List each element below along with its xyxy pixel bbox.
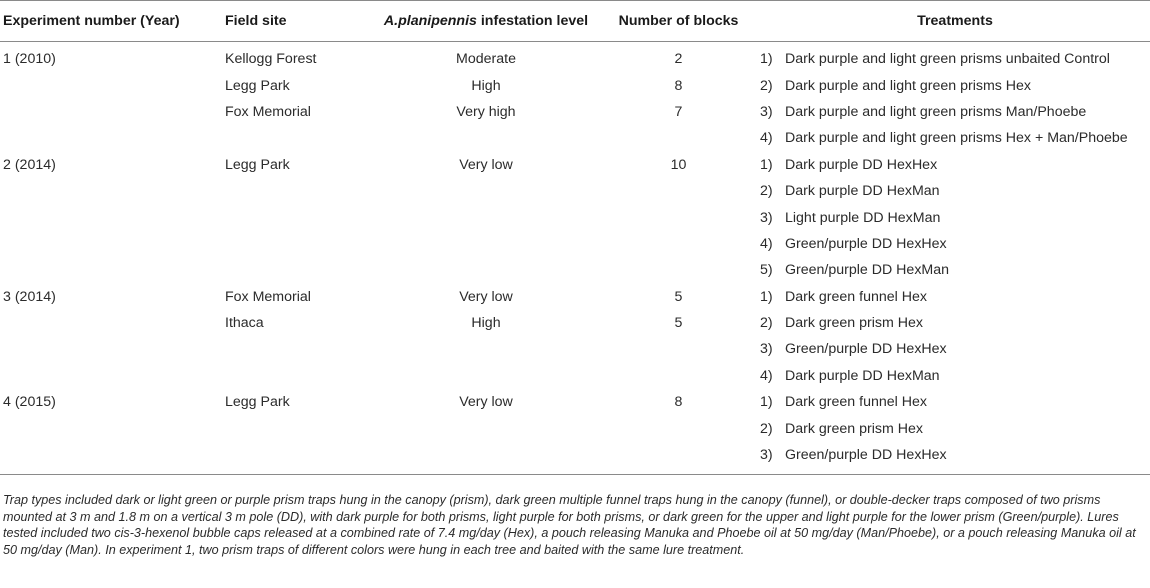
cell-experiment: 4 (2015) [3, 394, 56, 411]
treatment-number: 4) [760, 235, 773, 252]
table-row [0, 125, 1150, 151]
treatment-number: 4) [760, 130, 773, 147]
cell-infestation-level: Very high [456, 103, 516, 120]
cell-experiment [0, 442, 225, 475]
cell-experiment [0, 415, 225, 441]
cell-experiment [0, 310, 225, 336]
cell-experiment [0, 125, 225, 151]
cell-experiment [0, 204, 225, 230]
table-row [0, 152, 1150, 178]
header-number-of-blocks: Number of blocks [597, 1, 760, 42]
cell-infestation-level [375, 442, 597, 475]
treatment-number: 1) [760, 394, 773, 411]
table-row [0, 204, 1150, 230]
treatment-number: 5) [760, 262, 773, 279]
treatment-text: Dark purple DD HexHex [785, 156, 938, 173]
header-infestation-level [375, 1, 597, 42]
header-row [0, 1, 1150, 42]
cell-field-site [225, 125, 375, 151]
treatment-text: Dark green prism Hex [785, 420, 923, 437]
cell-infestation-level: Very low [459, 288, 513, 305]
treatment-number: 1) [760, 156, 773, 173]
cell-experiment [0, 257, 225, 283]
cell-number-of-blocks [597, 204, 760, 230]
species-name: A.planipennis [383, 13, 477, 29]
cell-treatment [760, 415, 1150, 441]
table-row [0, 415, 1150, 441]
cell-experiment: 2 (2014) [3, 156, 56, 173]
header-treatments: Treatments [760, 1, 1150, 42]
cell-number-of-blocks: 8 [674, 394, 683, 411]
treatment-number: 3) [760, 209, 773, 226]
cell-infestation-level [375, 178, 597, 204]
cell-field-site [225, 336, 375, 362]
cell-number-of-blocks: 5 [674, 315, 683, 332]
treatment-text: Dark green funnel Hex [785, 394, 927, 411]
cell-experiment [0, 363, 225, 389]
cell-infestation-level [375, 336, 597, 362]
cell-treatment [760, 42, 1150, 73]
cell-field-site [225, 442, 375, 475]
header-experiment-number: Experiment number (Year) [0, 1, 225, 42]
treatment-number: 3) [760, 103, 773, 120]
treatment-number: 3) [760, 341, 773, 358]
cell-field-site [225, 415, 375, 441]
table-row [0, 336, 1150, 362]
cell-number-of-blocks [597, 125, 760, 151]
treatment-number: 3) [760, 447, 773, 464]
table-row [0, 42, 1150, 73]
infestation-label: infestation level [476, 13, 589, 29]
treatment-text: Dark green funnel Hex [785, 288, 927, 305]
table-row [0, 72, 1150, 98]
table-row [0, 231, 1150, 257]
cell-field-site: Kellogg Forest [225, 51, 317, 68]
cell-field-site: Legg Park [225, 156, 290, 173]
cell-experiment [0, 99, 225, 125]
table-row [0, 284, 1150, 310]
treatment-text: Dark purple and light green prisms unbaited Control [785, 51, 1110, 68]
treatment-number: 1) [760, 288, 773, 305]
cell-infestation-level [375, 363, 597, 389]
cell-treatment [760, 310, 1150, 336]
cell-number-of-blocks: 10 [670, 156, 687, 173]
cell-treatment [760, 336, 1150, 362]
cell-number-of-blocks: 8 [674, 77, 683, 94]
cell-number-of-blocks [597, 231, 760, 257]
cell-treatment [760, 125, 1150, 151]
cell-number-of-blocks [597, 442, 760, 475]
treatment-text: Green/purple DD HexHex [785, 447, 947, 464]
cell-infestation-level: Moderate [456, 51, 516, 68]
cell-experiment [0, 231, 225, 257]
treatment-text: Dark purple DD HexMan [785, 367, 940, 384]
cell-treatment [760, 99, 1150, 125]
cell-experiment: 3 (2014) [3, 288, 56, 305]
cell-treatment [760, 231, 1150, 257]
cell-treatment [760, 284, 1150, 310]
cell-field-site: Ithaca [225, 315, 264, 332]
treatment-text: Dark purple and light green prisms Hex [785, 77, 1032, 94]
treatment-number: 2) [760, 183, 773, 200]
header-field-site: Field site [225, 1, 375, 42]
cell-treatment [760, 442, 1150, 475]
cell-treatment [760, 152, 1150, 178]
cell-infestation-level [375, 257, 597, 283]
cell-infestation-level [375, 204, 597, 230]
table-row [0, 389, 1150, 415]
cell-treatment [760, 204, 1150, 230]
cell-number-of-blocks: 5 [674, 288, 683, 305]
treatment-text: Green/purple DD HexHex [785, 341, 947, 358]
treatment-number: 2) [760, 77, 773, 94]
table-row [0, 257, 1150, 283]
treatment-text: Light purple DD HexMan [785, 209, 941, 226]
table-row [0, 310, 1150, 336]
treatment-number: 1) [760, 51, 773, 68]
treatment-number: 4) [760, 367, 773, 384]
cell-field-site [225, 257, 375, 283]
table-body [0, 42, 1150, 475]
cell-treatment [760, 178, 1150, 204]
cell-infestation-level: High [471, 315, 501, 332]
cell-field-site [225, 204, 375, 230]
cell-field-site [225, 231, 375, 257]
table-footnote: Trap types included dark or light green or purple prism traps hung in the canopy (prism), dark green multiple funnel traps hung in the canopy (funnel), or double-decker traps composed of two prisms mounted at 3 m and 1.8 m on a vertical 3 m pole (DD), with dark purple for both prisms, light purple for both prisms, or dark green for the upper and light purple for the lower prism (Green/purple). Lures tested included two cis-3-hexenol bubble caps released at a combined rate of 7.4 mg/day (Hex), a pouch releasing Manuka and Phoebe oil at 50 mg/day (Man/Phoebe), or a pouch releasing Manuka oil at 50 mg/day (Man). In experiment 1, two prism traps of different colors were hung in each tree and baited with the same lure treatment. [3, 493, 1136, 557]
cell-number-of-blocks [597, 415, 760, 441]
treatment-text: Green/purple DD HexHex [785, 235, 947, 252]
cell-experiment: 1 (2010) [3, 51, 56, 68]
treatment-text: Dark green prism Hex [785, 315, 923, 332]
cell-experiment [0, 178, 225, 204]
cell-field-site: Legg Park [225, 77, 290, 94]
treatment-text: Green/purple DD HexMan [785, 262, 950, 279]
table-row [0, 363, 1150, 389]
table-row [0, 99, 1150, 125]
cell-infestation-level: Very low [459, 156, 513, 173]
cell-infestation-level: Very low [459, 394, 513, 411]
cell-number-of-blocks [597, 363, 760, 389]
treatment-text: Dark purple and light green prisms Hex + Man/Phoebe [785, 130, 1128, 147]
table-row [0, 442, 1150, 475]
cell-field-site: Fox Memorial [225, 288, 311, 305]
cell-experiment [0, 72, 225, 98]
cell-field-site [225, 363, 375, 389]
cell-treatment [760, 72, 1150, 98]
cell-number-of-blocks: 7 [674, 103, 683, 120]
cell-field-site: Legg Park [225, 394, 290, 411]
cell-infestation-level [375, 125, 597, 151]
cell-infestation-level [375, 231, 597, 257]
cell-field-site: Fox Memorial [225, 103, 311, 120]
table-row [0, 178, 1150, 204]
cell-number-of-blocks [597, 257, 760, 283]
treatment-text: Dark purple and light green prisms Man/Phoebe [785, 103, 1087, 120]
treatment-text: Dark purple DD HexMan [785, 183, 940, 200]
cell-number-of-blocks: 2 [674, 51, 683, 68]
cell-infestation-level: High [471, 77, 501, 94]
cell-treatment [760, 389, 1150, 415]
cell-field-site [225, 178, 375, 204]
cell-treatment [760, 363, 1150, 389]
treatment-number: 2) [760, 420, 773, 437]
cell-number-of-blocks [597, 178, 760, 204]
cell-infestation-level [375, 415, 597, 441]
cell-number-of-blocks [597, 336, 760, 362]
cell-experiment [0, 336, 225, 362]
cell-treatment [760, 257, 1150, 283]
treatment-number: 2) [760, 315, 773, 332]
